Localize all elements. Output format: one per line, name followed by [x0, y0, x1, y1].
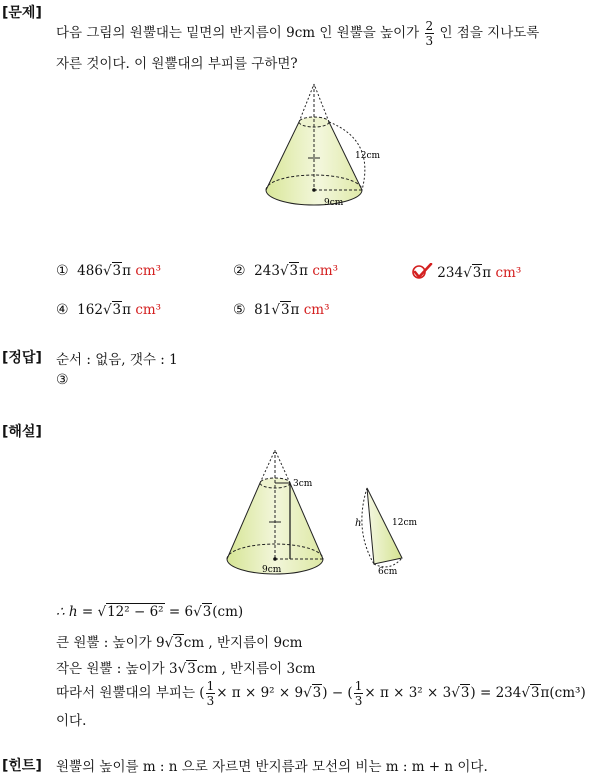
choice-1-marker: ① [56, 263, 69, 279]
volume-d: × π × 3² × 3 [364, 685, 452, 701]
volume-e: ) = 234 [470, 685, 522, 701]
h-line-unit: (cm) [212, 604, 244, 620]
choice-5-pi: π [290, 302, 300, 318]
volume-frac-1-num: 1 [206, 679, 215, 693]
choice-3-radicand: 3 [472, 265, 482, 281]
choice-3-pi: π [482, 265, 492, 281]
check-mark-icon [411, 263, 433, 280]
radius-label: 9cm [324, 198, 344, 208]
triangle-h-label: h [355, 518, 362, 529]
volume-rad-3: 3 [530, 685, 540, 701]
apex-left-line [299, 84, 314, 122]
problem-line2: 자른 것이다. 이 원뿔대의 부피를 구하면? [56, 56, 298, 72]
choice-4-marker: ④ [56, 302, 69, 318]
choice-1-radicand: 3 [112, 263, 122, 279]
small-cone-a: 작은 원뿔 : 높이가 3 [56, 661, 178, 677]
hint-label: [힌트] [2, 758, 42, 774]
choice-4[interactable]: ④ 162√3π cm³ [56, 302, 162, 318]
choice-5-marker: ⑤ [233, 302, 246, 318]
choice-2-coef: 243 [254, 263, 280, 279]
h-line-prefix: ∴ h = [56, 604, 98, 620]
cone-top-radius-label: 3cm [293, 479, 313, 489]
big-cone-a: 큰 원뿔 : 높이가 9 [56, 635, 165, 651]
choice-3[interactable]: 234√3π cm³ [411, 263, 521, 281]
choice-4-coef: 162 [77, 302, 103, 318]
slant-label: 12cm [355, 151, 381, 161]
choice-4-radicand: 3 [112, 302, 122, 318]
h-line-rad: 3 [202, 604, 212, 620]
choice-4-unit: cm³ [135, 302, 162, 318]
problem-line1-a: 다음 그림의 원뿔대는 밑면의 반지름이 9cm 인 원뿔을 높이가 [56, 25, 420, 41]
problem-line1-b: 인 점을 지나도록 [439, 25, 540, 41]
choice-3-unit: cm³ [495, 265, 522, 281]
cone-figure [222, 450, 332, 580]
choice-1[interactable]: ① 486√3π cm³ [56, 263, 162, 279]
choice-1-coef: 486 [77, 263, 103, 279]
choice-5-coef: 81 [254, 302, 272, 318]
volume-f: π(cm³) [540, 685, 586, 701]
frustum-figure [250, 80, 390, 215]
choice-5-radicand: 3 [280, 302, 290, 318]
explanation-big-cone: 큰 원뿔 : 높이가 9√3cm , 반지름이 9cm [56, 635, 303, 651]
answer-meta: 순서 : 없음, 갯수 : 1 [56, 352, 178, 368]
volume-frac-2-den: 3 [354, 694, 363, 708]
choice-2-radicand: 3 [289, 263, 299, 279]
volume-rad-2: 3 [460, 685, 470, 701]
problem-line1 [56, 20, 539, 47]
volume-a: 따라서 원뿔대의 부피는 ( [56, 685, 205, 701]
triangle-figure [352, 482, 422, 578]
volume-frac-1-den: 3 [206, 694, 215, 708]
h-line-eq: = 6 [164, 604, 194, 620]
volume-frac-2-num: 1 [354, 679, 363, 693]
volume-frac-1 [206, 680, 216, 707]
triangle-half-label: 6cm [378, 567, 398, 577]
big-cone-b: cm , 반지름이 9cm [183, 635, 303, 651]
small-cone-b: cm , 반지름이 3cm [196, 661, 316, 677]
small-cone-rad: 3 [187, 661, 196, 677]
cone-center-dot [273, 557, 277, 561]
choice-2[interactable]: ② 243√3π cm³ [233, 263, 339, 279]
answer-value: ③ [56, 372, 69, 388]
explanation-volume: 따라서 원뿔대의 부피는 ( $\frac{1}{3}$ × π × 9² × 9√3) − ( $\frac{1}{3}$ × π × 3² × 3√3) = 234√3π(cm³) [56, 679, 586, 708]
choice-2-pi: π [299, 263, 309, 279]
choice-1-pi: π [122, 263, 132, 279]
explanation-h-line: ∴ h = √12² − 6² = 6√3(cm) [56, 604, 244, 620]
problem-fraction [425, 20, 435, 47]
triangle-slant-label: 12cm [392, 518, 418, 528]
big-cone-rad: 3 [174, 635, 183, 651]
volume-c: ) − ( [322, 685, 353, 701]
volume-rad-1: 3 [312, 685, 322, 701]
h-line-radicand: 12² − 6² [107, 604, 164, 620]
explanation-label: [해설] [2, 424, 42, 440]
cone-bottom-radius-label: 9cm [262, 565, 282, 575]
choice-4-pi: π [122, 302, 132, 318]
choice-3-coef: 234 [437, 265, 464, 281]
hint-text: 원뿔의 높이를 m : n 으로 자르면 반지름과 모선의 비는 m : m + n 이다. [56, 759, 488, 775]
base-center-dot [312, 188, 316, 192]
fraction-numerator: 2 [425, 19, 434, 33]
choice-5-unit: cm³ [303, 302, 330, 318]
choice-2-marker: ② [233, 263, 246, 279]
choice-2-unit: cm³ [312, 263, 339, 279]
volume-frac-2 [354, 680, 364, 707]
choice-1-unit: cm³ [135, 263, 162, 279]
volume-b: × π × 9² × 9 [216, 685, 304, 701]
answer-label: [정답] [2, 350, 42, 366]
problem-label: [문제] [2, 5, 42, 21]
explanation-small-cone: 작은 원뿔 : 높이가 3√3cm , 반지름이 3cm [56, 661, 316, 677]
fraction-denominator: 3 [425, 34, 434, 48]
explanation-end: 이다. [56, 713, 87, 729]
apex-right-line [314, 84, 329, 122]
choice-5[interactable]: ⑤ 81√3π cm³ [233, 302, 330, 318]
